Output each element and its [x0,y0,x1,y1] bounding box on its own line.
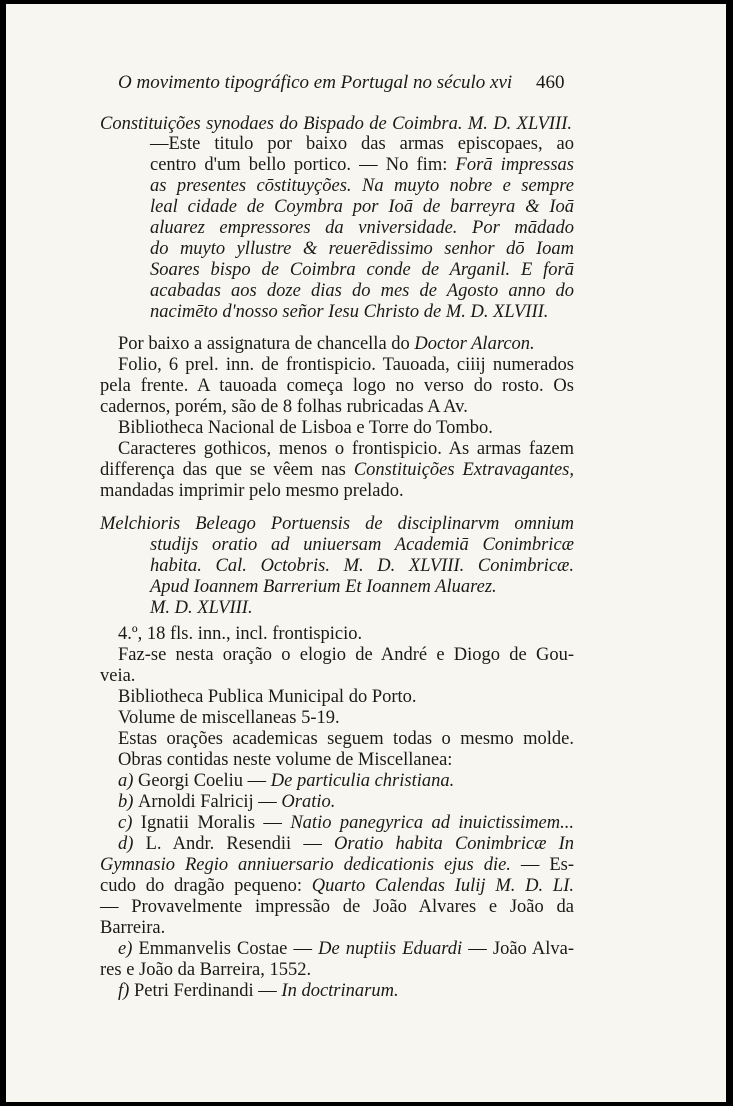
italic-text: In doctrinarum. [281,981,399,1001]
roman-text: Arnoldi Falricij — [138,792,282,812]
italic-text: as presentes cōstituyções. Na muyto nobre e sempre [150,176,574,196]
running-head [118,72,512,93]
text-line [118,981,399,1002]
text-line [150,197,574,218]
italic-text: b) [118,792,139,812]
roman-text: Caracteres gothicos, menos o frontispicio. As armas fazem [118,439,574,459]
roman-text: —Este titulo por baixo das armas episcopaes, ao [150,134,574,154]
italic-text: Doctor Alarcon. [414,334,535,354]
italic-text: Oratio habita Conimbricæ In [334,834,574,854]
roman-text: res e João da Barreira, 1552. [100,960,312,980]
roman-text: Folio, 6 prel. inn. de frontispicio. Tauoada, ciiij numerados [118,355,574,375]
roman-text: Georgi Coeliu — [138,771,271,791]
text-line [150,281,574,302]
text-line [118,645,574,666]
text-line [118,939,574,960]
italic-text: f) [118,981,134,1001]
roman-text: Bibliotheca Nacional de Lisboa e Torre do Tombo. [118,418,493,438]
italic-text: Quarto Calendas Iulij M. D. LI. [311,876,575,896]
italic-text: e) [118,939,139,959]
roman-text: Ignatii Moralis — [140,813,291,833]
text-line [150,155,574,176]
text-line [118,355,574,376]
roman-text: centro d'um bello portico. — No fim: [150,155,456,175]
text-line [100,960,311,981]
roman-text: Barreira. [100,918,166,938]
roman-text: pela frente. A tauoada começa logo no verso do rosto. Os [100,376,574,396]
roman-text: Emmanvelis Costae — [138,939,319,959]
roman-text: differença das que se vêem nas [100,460,354,480]
text-line [150,134,574,155]
italic-text: Constituições Extravagantes, [353,460,575,480]
roman-text: 4.º, 18 fls. inn., incl. frontispicio. [118,624,363,644]
italic-text: Oratio. [281,792,336,812]
text-line [118,729,574,750]
roman-text: Obras contidas neste volume de Miscellanea: [118,750,453,770]
book-page [6,4,726,1102]
italic-text: De nuptiis Eduardi [318,939,463,959]
roman-text: cudo do dragão pequeno: [100,876,312,896]
roman-text: veia. [100,666,136,686]
text-line [118,624,362,645]
text-line [150,176,574,197]
text-line [100,376,574,397]
italic-text: a) [118,771,139,791]
entry-title-line: habita. Cal. Octobris. M. D. XLVIII. Conimbricæ. [150,556,574,576]
text-line [100,876,574,897]
italic-text: Forā impressas [455,155,574,175]
text-line [118,792,335,813]
text-line [118,771,454,792]
text-line [118,334,535,355]
text-line [100,855,574,876]
roman-text: mandadas imprimir pelo mesmo prelado. [100,481,404,501]
entry-title-line: M. D. XLVIII. [150,598,253,618]
italic-text: De particulia christiana. [270,771,455,791]
entry-title-line: Apud Ioannem Barrerium Et Ioannem Aluarez. [150,577,497,597]
text-line [150,260,574,281]
italic-text: Natio panegyrica ad inuictissimem... [290,813,575,833]
roman-text: L. Andr. Resendii — [145,834,334,854]
roman-text: Faz-se nesta oração o elogio de André e Diogo de Gou- [118,645,574,665]
text-line [118,708,340,729]
italic-text: leal cidade de Coymbra por Ioā de barreyra & Ioā [150,197,574,217]
roman-text: Por baixo a assignatura de chancella do [118,334,415,354]
roman-text: — João Alva- [462,939,574,959]
entry-title-line: studijs oratio ad uniuersam Academiā Conimbricæ [150,535,574,555]
text-line [118,418,493,439]
text-line [100,897,574,918]
text-line [150,239,574,260]
text-line [118,750,452,771]
roman-text: — Provavelmente impressão de João Alvares e João da [100,897,574,917]
page-number: 460 [536,72,565,93]
italic-text: Gymnasio Regio anniuersario dedicationis ejus die. [100,855,511,875]
entry-title-line: Melchioris Beleago Portuensis de disciplinarvm omnium [100,514,574,534]
text-line [100,460,574,481]
italic-text: aluarez empressores da vniversidade. Por mādado [150,218,574,238]
italic-text: d) [118,834,146,854]
roman-text: cadernos, porém, são de 8 folhas rubricadas A Av. [100,397,468,417]
text-line [100,481,404,502]
roman-text: Bibliotheca Publica Municipal do Porto. [118,687,417,707]
italic-text: acabadas aos doze dias do mes de Agosto anno do [150,281,574,301]
roman-text: Petri Ferdinandi — [133,981,282,1001]
text-line [150,218,574,239]
text-line [100,918,165,939]
roman-text: — Es- [510,855,574,875]
italic-text: Soares bispo de Coimbra conde de Arganil. E forā [150,260,574,280]
text-line [118,813,574,834]
roman-text: Estas orações academicas seguem todas o mesmo molde. [118,729,574,749]
text-line [100,666,135,687]
text-line [118,687,417,708]
roman-text: Volume de miscellaneas 5-19. [118,708,340,728]
running-head-title: O movimento tipográfico em Portugal no século xvi [118,72,513,93]
italic-text: do muyto yllustre & reuerēdissimo senhor dō Ioam [150,239,574,259]
text-line [118,439,574,460]
italic-text: c) [118,813,141,833]
text-line [100,397,468,418]
text-line [118,834,574,855]
entry-title-line: Constituições synodaes do Bispado de Coimbra. M. D. XLVIII. [100,114,572,134]
italic-text: nacimēto d'nosso señor Iesu Christo de M. D. XLVIII. [150,302,549,322]
text-line [150,302,548,323]
